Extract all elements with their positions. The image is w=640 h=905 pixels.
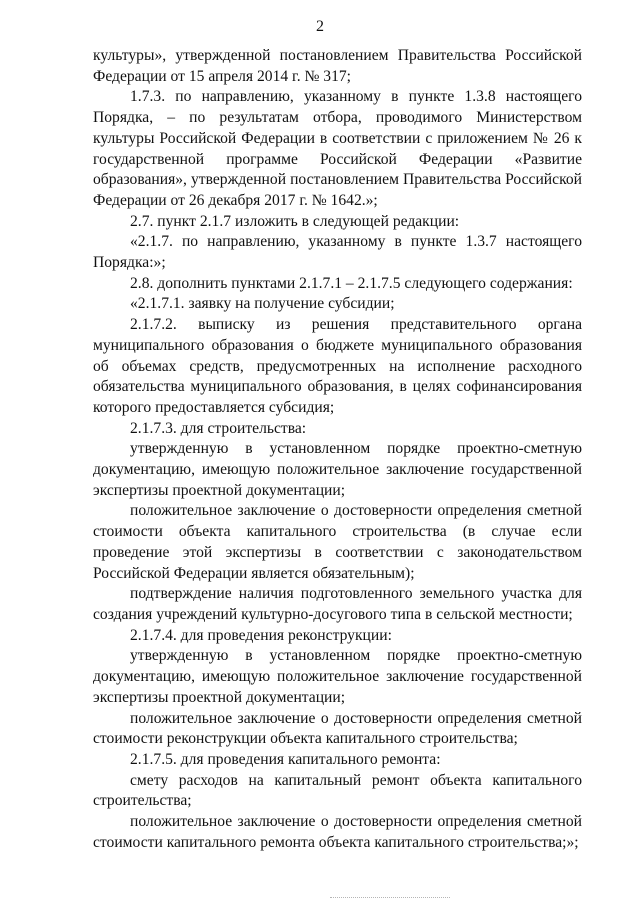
paragraph-item-2-8: 2.8. дополнить пунктами 2.1.7.1 – 2.1.7.5 следующего содержания: <box>130 274 573 292</box>
paragraph-item-2-1-7-5: 2.1.7.5. для проведения капитального ремонта: <box>130 750 441 768</box>
paragraph-repair-cost-review: положительное заключение о достоверности определения сметной стоимости капитального ремонта объекта капитального строительства;»; <box>93 813 582 851</box>
page-number: 2 <box>316 18 324 35</box>
paragraph-reconstruction-cost-review: положительное заключение о достоверности определения сметной стоимости реконструкции объекта капитального строительства; <box>93 709 582 748</box>
paragraph-item-2-7: 2.7. пункт 2.1.7 изложить в следующей редакции: <box>130 212 460 230</box>
paragraph-item-2-1-7-4: 2.1.7.4. для проведения реконструкции: <box>130 626 392 644</box>
paragraph-item-2-1-7: «2.1.7. по направлению, указанному в пункте 1.3.7 настоящего Порядка:»; <box>93 233 582 272</box>
document-body <box>93 46 582 853</box>
paragraph-repair-estimate: смету расходов на капитальный ремонт объекта капитального строительства; <box>93 771 582 810</box>
paragraph-land-plot: подтверждение наличия подготовленного земельного участка для создания учреждений культурно-досугового типа в сельской местности; <box>93 585 582 623</box>
paragraph-item-2-1-7-2: 2.1.7.2. выписку из решения представительного органа муниципального образования о бюджете муниципального образования об объемах средств, предусмотренных на исполнение расходного обязательства муниципального образования, в целях софинансирования которого предоставляется субсидия; <box>93 316 582 416</box>
paragraph-item-1-7-3: 1.7.3. по направлению, указанному в пункте 1.3.8 настоящего Порядка, – по результатам отбора, проводимого Министерством культуры Российской Федерации в соответствии с приложением № 26 к государственной программе Российской Федерации «Развитие образования», утвержденной постановлением Правительства Российской Федерации от 26 декабря 2017 г. № 1642.»; <box>93 88 582 209</box>
paragraph-construction-cost-review: положительное заключение о достоверности определения сметной стоимости объекта капитального строительства (в случае если проведение этой экспертизы в соответствии с законодательством Российской Федерации является обязательным); <box>93 502 582 582</box>
paragraph-continuation: культуры», утвержденной постановлением Правительства Российской Федерации от 15 апреля 2014 г. № 317; <box>93 47 582 85</box>
scan-edge-mark <box>330 897 450 898</box>
paragraph-item-2-1-7-3: 2.1.7.3. для строительства: <box>130 419 307 437</box>
paragraph-reconstruction-design-docs: утвержденную в установленном порядке проектно-сметную документацию, имеющую положительное заключение государственной экспертизы проектной документации; <box>93 647 582 706</box>
paragraph-item-2-1-7-1: «2.1.7.1. заявку на получение субсидии; <box>130 295 395 313</box>
paragraph-construction-design-docs: утвержденную в установленном порядке проектно-сметную документацию, имеющую положительное заключение государственной экспертизы проектной документации; <box>93 440 582 499</box>
